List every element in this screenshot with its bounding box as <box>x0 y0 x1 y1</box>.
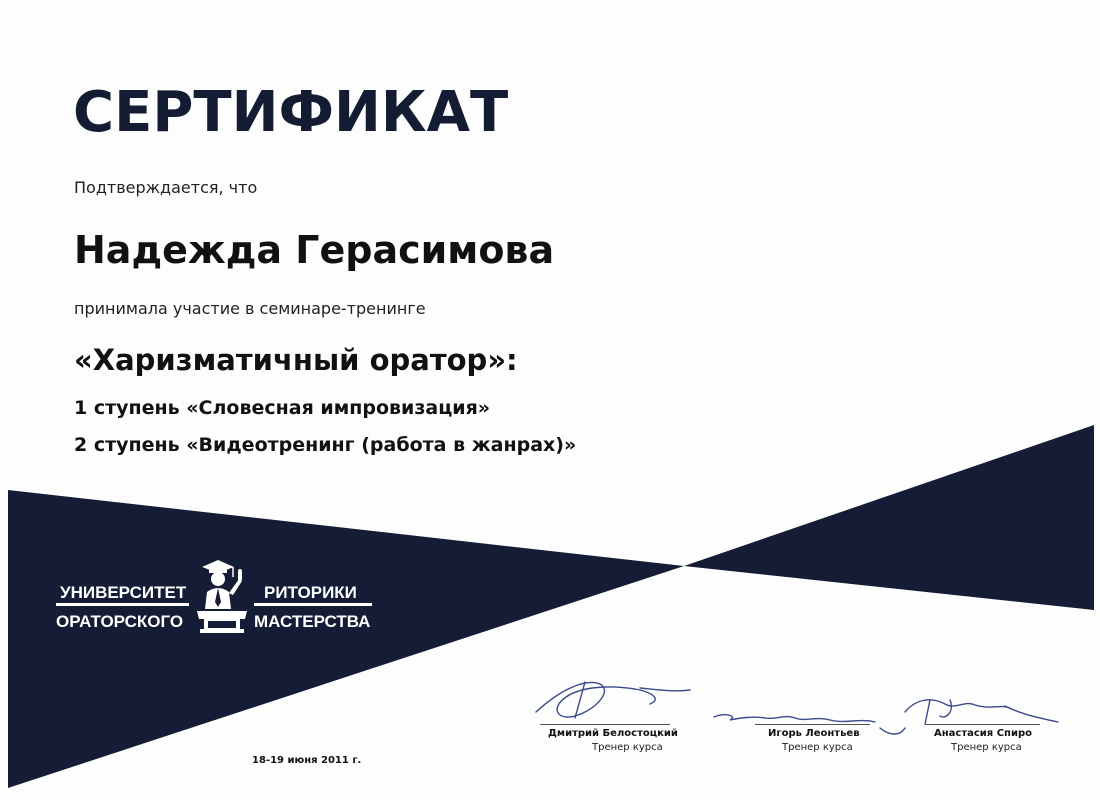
certificate-title: СЕРТИФИКАТ <box>73 80 509 145</box>
confirm-text: Подтверждается, что <box>74 178 258 197</box>
logo-word-rhetoric: РИТОРИКИ <box>264 583 357 602</box>
signer-role-1: Тренер курса <box>592 742 663 753</box>
signature-line-3 <box>925 724 1040 725</box>
signer-name-2: Игорь Леонтьев <box>768 728 860 739</box>
course-stage-1: 1 ступень «Словесная импровизация» <box>74 397 491 419</box>
course-title: «Харизматичный оратор»: <box>74 343 518 377</box>
signer-name-1: Дмитрий Белостоцкий <box>548 728 678 739</box>
signer-role-3: Тренер курса <box>951 742 1022 753</box>
course-stage-2: 2 ступень «Видеотренинг (работа в жанрах)» <box>74 434 577 456</box>
signer-role-2: Тренер курса <box>782 742 853 753</box>
signer-name-3: Анастасия Спиро <box>934 728 1032 739</box>
logo-word-university: УНИВЕРСИТЕТ <box>60 583 187 602</box>
participation-text: принимала участие в семинаре-тренинге <box>74 299 426 318</box>
signature-line-1 <box>540 724 670 725</box>
certificate-date: 18-19 июня 2011 г. <box>252 755 362 766</box>
logo-word-mastery: МАСТЕРСТВА <box>254 612 371 631</box>
recipient-name: Надежда Герасимова <box>74 228 555 272</box>
logo-word-oratorical: ОРАТОРСКОГО <box>56 612 184 631</box>
signature-line-2 <box>755 724 870 725</box>
